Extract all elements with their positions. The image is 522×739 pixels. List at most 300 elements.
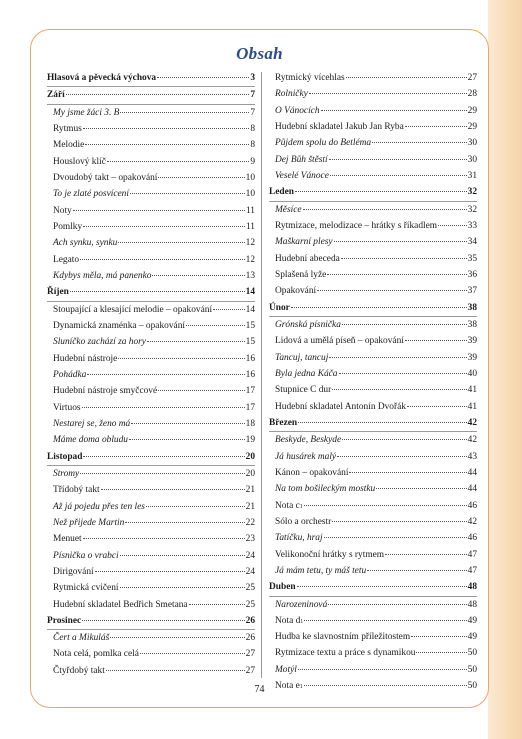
toc-section-heading: [269, 415, 477, 432]
dot-leader: [120, 555, 245, 556]
dot-leader: [385, 554, 467, 555]
toc-page-number: 32: [467, 187, 477, 198]
toc-entry-title: Melodie: [53, 140, 85, 151]
toc-entry: [47, 105, 255, 121]
dot-leader: [213, 309, 245, 310]
toc-entry-title: Máme doma obludu: [53, 435, 128, 446]
toc-entry: [47, 416, 255, 432]
toc-page-number: 30: [467, 154, 477, 165]
page-margin-left: [0, 0, 30, 739]
toc-entry-title: Já mám tetu, ty máš tetu: [275, 565, 367, 576]
dot-leader: [87, 374, 244, 375]
dot-leader: [110, 637, 244, 638]
toc-entry-title: Pomlky: [53, 221, 83, 232]
toc-entry-title: Rytmizace textu a práce s dynamikou: [275, 648, 416, 659]
toc-entry-title: Rytmizace, melodizace – hrátky s říkadlem: [275, 220, 438, 231]
toc-entry-title: Beskyde, Beskyde: [275, 435, 342, 446]
toc-entry-title: Opakování: [275, 286, 317, 297]
toc-page-number: 16: [245, 369, 255, 380]
toc-page-number: 48: [467, 599, 477, 610]
toc-page-number: 18: [245, 418, 255, 429]
toc-entry-title: Dirigování: [53, 566, 94, 577]
toc-page-number: 24: [245, 550, 255, 561]
toc-page-number: 25: [245, 599, 255, 610]
toc-page-number: 15: [245, 337, 255, 348]
dot-leader: [82, 620, 244, 621]
toc-entry-title: Hudba ke slavnostním příležitostem: [275, 632, 411, 643]
toc-page-number: 24: [245, 566, 255, 577]
toc-page-number: 8: [250, 140, 255, 151]
contents-column-right: [269, 70, 477, 694]
toc-entry: [47, 154, 255, 170]
toc-page-number: 44: [467, 484, 477, 495]
toc-entry: [269, 135, 477, 151]
toc-entry-title: Houslový klíč: [53, 156, 106, 167]
toc-entry: [47, 663, 255, 679]
toc-entry-title: O Vánocích: [275, 105, 320, 116]
dot-leader: [147, 341, 245, 342]
toc-entry: [47, 630, 255, 646]
toc-entry: [269, 119, 477, 135]
toc-entry-title: Půjdem spolu do Betléma: [275, 138, 372, 149]
dot-leader: [309, 93, 467, 94]
toc-page-number: 38: [467, 302, 477, 313]
dot-leader: [80, 473, 244, 474]
dot-leader: [321, 110, 467, 111]
dot-leader: [66, 94, 250, 95]
dot-leader: [438, 225, 467, 226]
toc-page-number: 15: [245, 320, 255, 331]
toc-entry: [269, 481, 477, 497]
toc-entry-title: My jsme žáci 3. B: [53, 107, 120, 118]
dot-leader: [416, 652, 466, 653]
dot-leader: [80, 259, 245, 260]
toc-page-number: 40: [467, 368, 477, 379]
dot-leader: [324, 537, 467, 538]
toc-page-number: 11: [245, 205, 255, 216]
dot-leader: [297, 586, 467, 587]
toc-entry-title: Motýl: [275, 664, 297, 675]
toc-entry-title: Rytmická cvičení: [53, 583, 119, 594]
toc-entry-title: Noty: [53, 205, 72, 216]
dot-leader: [405, 126, 467, 127]
dot-leader: [346, 77, 467, 78]
toc-entry-title: Rytmus: [53, 123, 82, 134]
toc-entry-title: Stupnice C dur: [275, 385, 332, 396]
toc-page-number: 41: [467, 385, 477, 396]
dot-leader: [337, 456, 467, 457]
toc-page-number: 50: [467, 648, 477, 659]
toc-entry: [269, 597, 477, 613]
dot-leader: [349, 472, 466, 473]
toc-page-number: 39: [467, 336, 477, 347]
toc-entry: [269, 563, 477, 579]
dot-leader: [295, 191, 467, 192]
toc-entry-title: Ach synku, synku: [53, 238, 118, 249]
toc-entry: [269, 317, 477, 333]
toc-entry: [47, 383, 255, 399]
dot-leader: [101, 489, 245, 490]
toc-entry: [47, 548, 255, 564]
dot-leader: [342, 324, 467, 325]
toc-page-number: 17: [245, 402, 255, 413]
toc-page-number: 38: [467, 319, 477, 330]
toc-page-number: 10: [245, 172, 255, 183]
dot-leader: [332, 521, 466, 522]
dot-leader: [83, 538, 245, 539]
page-margin-right: [488, 0, 522, 739]
dot-leader: [129, 439, 245, 440]
dot-leader: [291, 307, 467, 308]
toc-page-number: 19: [245, 435, 255, 446]
toc-entry-title: Hudební skladatel Antonín Dvořák: [275, 401, 406, 412]
dot-leader: [106, 670, 245, 671]
toc-page-number: 27: [467, 73, 477, 83]
toc-entry-title: Dynamická znaménka – opakování: [53, 320, 185, 331]
toc-entry: Nota d 1 49: [269, 613, 477, 629]
toc-page-number: 42: [467, 435, 477, 446]
toc-entry-title: Kdybys měla, má panenko: [53, 270, 152, 281]
dot-leader: [131, 423, 244, 424]
toc-page-number: 21: [245, 501, 255, 512]
toc-entry: Nota e 1 50: [269, 678, 477, 694]
toc-entry: [269, 234, 477, 250]
toc-page-number: 12: [245, 238, 255, 249]
toc-entry: [269, 333, 477, 349]
toc-page-number: 46: [467, 500, 477, 511]
toc-entry: [47, 432, 255, 448]
toc-entry-title: Září: [47, 90, 65, 101]
toc-entry: [269, 432, 477, 448]
toc-page-number: 8: [250, 123, 255, 134]
dot-leader: [157, 77, 249, 78]
dot-leader: [332, 389, 466, 390]
toc-page-number: 31: [467, 170, 477, 181]
toc-entry-title: Listopad: [47, 451, 83, 462]
contents-column-left: [47, 70, 255, 679]
toc-entry-title: Hlasová a pěvecká výchova: [47, 73, 157, 83]
toc-entry: [269, 547, 477, 563]
dot-leader: [342, 439, 467, 440]
toc-page-number: 23: [245, 534, 255, 545]
dot-leader: [118, 242, 244, 243]
toc-entry: [47, 170, 255, 186]
toc-page-number: 47: [467, 565, 477, 576]
toc-page-number: 29: [467, 121, 477, 132]
dot-leader: [372, 142, 467, 143]
toc-section-heading: [47, 87, 255, 104]
toc-page-number: 11: [245, 221, 255, 232]
toc-entry: [47, 219, 255, 235]
toc-page-number: 25: [245, 583, 255, 594]
toc-entry: [47, 531, 255, 547]
dot-leader: [73, 210, 245, 211]
toc-entry: [269, 70, 477, 86]
toc-entry-title: Velikonoční hrátky s rytmem: [275, 549, 385, 560]
toc-page-number: 39: [467, 352, 477, 363]
toc-entry-title: Duben: [269, 582, 296, 593]
toc-entry-title: Čtyřdobý takt: [53, 665, 105, 676]
toc-entry-title: Nota c: [275, 500, 300, 511]
toc-entry-title: Splašená lyže: [275, 269, 327, 280]
toc-entry-title: Stromy: [53, 468, 80, 479]
dot-leader: [85, 144, 249, 145]
dot-leader: [189, 604, 245, 605]
toc-entry: [269, 202, 477, 218]
dot-leader: [82, 407, 245, 408]
dot-leader: [411, 636, 466, 637]
toc-entry: [47, 597, 255, 613]
contents-frame: [30, 29, 489, 708]
toc-entry: [47, 482, 255, 498]
toc-entry-title: Tatíčku, hraj: [275, 533, 323, 544]
toc-entry: [47, 646, 255, 662]
toc-section-heading: [47, 449, 255, 466]
toc-entry-title: Třídobý takt: [53, 485, 100, 496]
toc-entry: [47, 302, 255, 318]
toc-page-number: 34: [467, 237, 477, 248]
toc-page-number: 26: [245, 633, 255, 644]
toc-page-number: 26: [245, 615, 255, 626]
toc-entry-title: Prosinec: [47, 615, 82, 626]
toc-entry-title: Veselé Vánoce: [275, 170, 329, 181]
toc-page-number: 50: [467, 681, 477, 692]
toc-entry-title: Únor: [269, 302, 290, 313]
toc-entry-title: Až já pojedu přes ten les: [53, 501, 145, 512]
dot-leader: [70, 291, 245, 292]
toc-section-heading: [47, 70, 255, 87]
toc-entry: [47, 499, 255, 515]
toc-section-heading: [269, 300, 477, 317]
toc-entry: [269, 267, 477, 283]
toc-entry-title: Sluníčko zachází za hory: [53, 337, 146, 348]
toc-entry: [269, 168, 477, 184]
dot-leader: [376, 488, 466, 489]
toc-page-number: 49: [467, 632, 477, 643]
toc-page-number: 32: [467, 204, 477, 215]
toc-page-number: 10: [245, 189, 255, 200]
page-title: Obsah: [236, 44, 283, 63]
toc-page-number: 37: [467, 286, 477, 297]
toc-entry-title: Nota d: [275, 615, 301, 626]
toc-section-heading: [47, 613, 255, 630]
toc-page-number: 3: [250, 73, 255, 83]
dot-leader: [125, 522, 244, 523]
toc-entry-title: Nestarej se, ženo má: [53, 418, 131, 429]
toc-entry-title: Než přijede Martin: [53, 517, 125, 528]
toc-page-number: 7: [250, 90, 255, 101]
dot-leader: [304, 505, 467, 506]
toc-page-number: 20: [245, 451, 255, 462]
toc-entry-title: Hudební abeceda: [275, 253, 340, 264]
toc-page-number: 12: [245, 254, 255, 265]
dot-leader: [83, 226, 245, 227]
toc-entry: [269, 530, 477, 546]
toc-entry: [47, 318, 255, 334]
toc-page-number: 42: [467, 417, 477, 428]
toc-entry: [47, 203, 255, 219]
toc-page-number: 36: [467, 269, 477, 280]
toc-entry-title: Nota celá, pomlka celá: [53, 649, 139, 660]
toc-page-number: 42: [467, 516, 477, 527]
toc-page-number: 17: [245, 386, 255, 397]
toc-entry-title: Virtuos: [53, 402, 81, 413]
dot-leader: [327, 274, 466, 275]
toc-entry-title: Menuet: [53, 534, 82, 545]
toc-entry-title: Legato: [53, 254, 80, 265]
dot-leader: [130, 193, 245, 194]
toc-entry: [47, 268, 255, 284]
toc-entry-title: Maškarní plesy: [275, 237, 333, 248]
dot-leader: [158, 177, 244, 178]
dot-leader: [298, 422, 467, 423]
toc-page-number: 44: [467, 467, 477, 478]
dot-leader: [334, 241, 467, 242]
toc-entry: [269, 662, 477, 678]
toc-entry-title: Nota e: [275, 681, 300, 692]
toc-entry: [269, 152, 477, 168]
toc-page-number: 46: [467, 533, 477, 544]
toc-entry-title: Kánon – opakování: [275, 467, 349, 478]
dot-leader: [328, 604, 466, 605]
toc-entry-title: Na tom bošileckým mostku: [275, 484, 376, 495]
dot-leader: [146, 506, 245, 507]
toc-page-number: 16: [245, 353, 255, 364]
toc-entry-title: Říjen: [47, 287, 69, 298]
toc-section-heading: [47, 284, 255, 301]
dot-leader: [120, 112, 249, 113]
toc-entry-title: Narozeninová: [275, 599, 328, 610]
toc-page-number: 20: [245, 468, 255, 479]
dot-leader: [158, 390, 244, 391]
toc-entry: [47, 121, 255, 137]
toc-entry: [47, 334, 255, 350]
toc-entry: [269, 350, 477, 366]
toc-page-number: 47: [467, 549, 477, 560]
toc-entry-title: Leden: [269, 187, 295, 198]
dot-leader: [298, 669, 467, 670]
toc-entry-title: Byla jedna Káča: [275, 368, 338, 379]
dot-leader: [118, 358, 244, 359]
toc-entry: [269, 449, 477, 465]
toc-entry: [269, 366, 477, 382]
dot-leader: [317, 290, 466, 291]
page-number: 74: [254, 684, 265, 695]
toc-entry-title: Písnička o vrabci: [53, 550, 119, 561]
dot-leader: [329, 159, 467, 160]
toc-entry: [47, 235, 255, 251]
toc-entry: [269, 645, 477, 661]
dot-leader: [83, 128, 250, 129]
dot-leader: [140, 653, 245, 654]
toc-entry-title: To je zlaté posvícení: [53, 189, 129, 200]
toc-entry-title: Já husárek malý: [275, 451, 337, 462]
toc-page-number: 50: [467, 664, 477, 675]
toc-entry-title: Čert a Mikuláš: [53, 633, 110, 644]
dot-leader: [341, 258, 467, 259]
toc-page-number: 14: [245, 304, 255, 315]
toc-section-heading: [269, 184, 477, 201]
toc-page-number: 9: [250, 156, 255, 167]
dot-leader: [120, 587, 245, 588]
dot-leader: [95, 571, 245, 572]
dot-leader: [304, 620, 466, 621]
toc-entry: [47, 400, 255, 416]
toc-entry: [269, 382, 477, 398]
toc-entry-title: Rytmický vícehlas: [275, 73, 345, 83]
toc-section-heading: [269, 579, 477, 596]
toc-entry-title: Hudební skladatel Jakub Jan Ryba: [275, 121, 404, 132]
toc-entry-title: Stoupající a klesající melodie – opakování: [53, 304, 213, 315]
toc-entry-title: Hudební nástroje smyčcové: [53, 386, 158, 397]
toc-entry-title: Lidová a umělá píseň – opakování: [275, 336, 404, 347]
dot-leader: [107, 161, 249, 162]
dot-leader: [303, 209, 467, 210]
toc-page-number: 33: [467, 220, 477, 231]
toc-entry: Nota c 1 46: [269, 498, 477, 514]
toc-entry: [47, 580, 255, 596]
toc-entry-title: Měsíce: [275, 204, 302, 215]
toc-entry: [47, 367, 255, 383]
toc-entry: [47, 351, 255, 367]
toc-entry: [269, 218, 477, 234]
toc-page-number: 28: [467, 89, 477, 100]
toc-page-number: 43: [467, 451, 477, 462]
dot-leader: [83, 456, 244, 457]
toc-entry: [269, 283, 477, 299]
dot-leader: [405, 340, 467, 341]
toc-page-number: 30: [467, 138, 477, 149]
toc-entry-title: Grónská písnička: [275, 319, 341, 330]
toc-entry: [269, 465, 477, 481]
dot-leader: [329, 357, 466, 358]
toc-entry-title: Dvoudobý takt – opakování: [53, 172, 158, 183]
toc-page-number: 27: [245, 649, 255, 660]
toc-page-number: 27: [245, 665, 255, 676]
toc-page-number: 13: [245, 270, 255, 281]
toc-entry: [47, 252, 255, 268]
toc-entry-title: Hudební nástroje: [53, 353, 118, 364]
dot-leader: [367, 570, 466, 571]
toc-entry: [47, 137, 255, 153]
dot-leader: [339, 373, 467, 374]
toc-page-number: 49: [467, 615, 477, 626]
toc-page-number: 48: [467, 582, 477, 593]
toc-page-number: 35: [467, 253, 477, 264]
toc-entry-title: Rolničky: [275, 89, 308, 100]
toc-entry: [47, 564, 255, 580]
toc-page-number: 14: [245, 287, 255, 298]
toc-entry: [269, 251, 477, 267]
toc-entry-title: Hudební skladatel Bedřich Smetana: [53, 599, 188, 610]
toc-entry: [269, 514, 477, 530]
toc-entry-title: Březen: [269, 417, 298, 428]
dot-leader: [152, 275, 244, 276]
toc-entry: [269, 399, 477, 415]
toc-entry: [269, 86, 477, 102]
toc-entry-title: Pohádka: [53, 369, 87, 380]
toc-entry: [269, 103, 477, 119]
dot-leader: [330, 175, 467, 176]
toc-entry: [47, 515, 255, 531]
toc-entry-title: Dej Bůh štěstí: [275, 154, 328, 165]
toc-entry: [47, 186, 255, 202]
toc-page-number: 29: [467, 105, 477, 116]
toc-page-number: 7: [250, 107, 255, 118]
toc-page-number: 21: [245, 485, 255, 496]
toc-entry: [269, 629, 477, 645]
toc-page-number: 41: [467, 401, 477, 412]
